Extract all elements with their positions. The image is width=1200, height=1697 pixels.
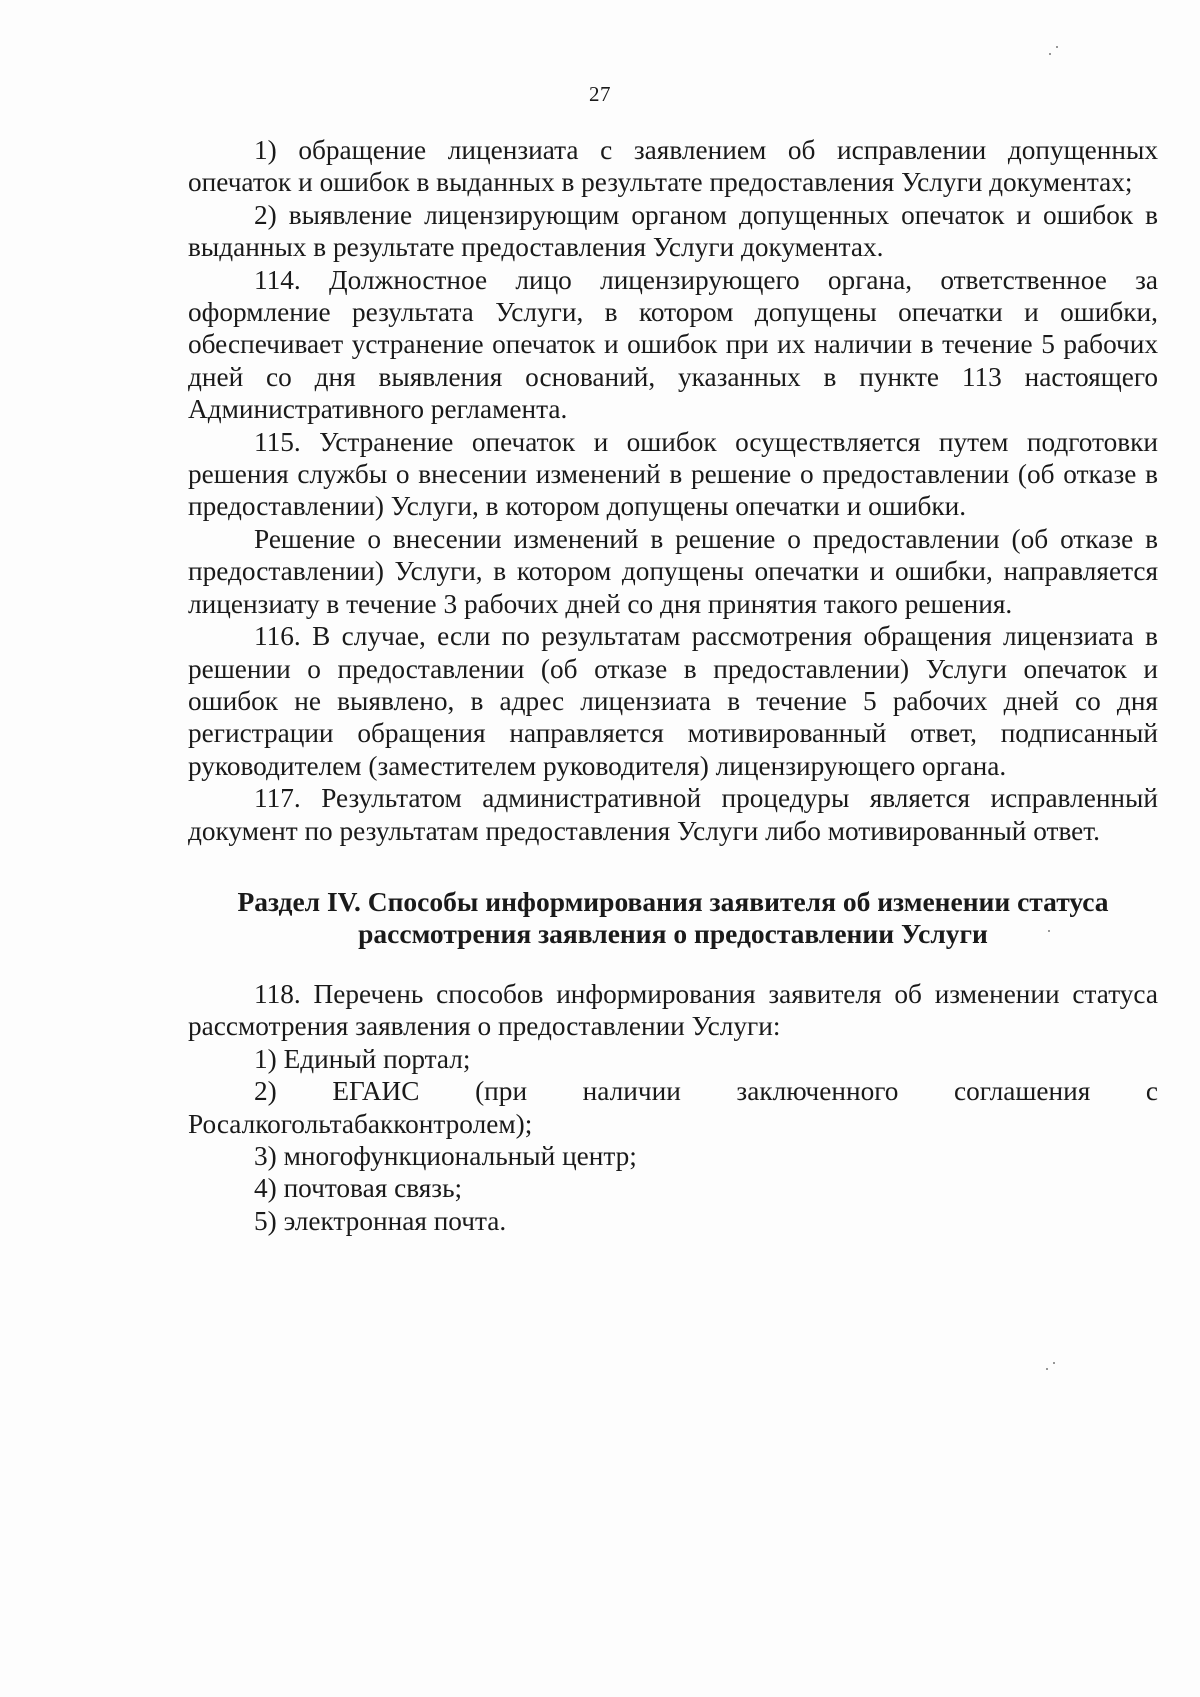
list-item: 5) электронная почта. (254, 1205, 507, 1236)
paragraph-115: 115. Устранение опечаток и ошибок осуществляется путем подготовки решения службы о внесении изменений в решение о предоставлении (об отказе в предоставлении) Услуги, в котором допущены опечатки и ошибки. (188, 426, 1158, 522)
paragraph: 2) выявление лицензирующим органом допущенных опечаток и ошибок в выданных в результате предоставления Услуги документах. (188, 199, 1158, 263)
list-word: соглашения (954, 1076, 1091, 1107)
paragraph-118: 118. Перечень способов информирования заявителя об изменении статуса рассмотрения заявления о предоставлении Услуги: (188, 979, 1158, 1042)
paragraph-117: 117. Результатом административной процедуры является исправленный документ по результатам предоставления Услуги либо мотивированный ответ. (188, 783, 1158, 846)
section-heading (188, 886, 1158, 951)
section-heading-line: рассмотрения заявления о предоставлении Услуги (358, 918, 988, 950)
section-heading-line: Раздел IV. Способы информирования заявителя об изменении статуса (237, 886, 1109, 917)
body-text (188, 134, 1158, 847)
scan-speck (1048, 930, 1050, 932)
list-item-continuation: Росалкогольтабакконтролем); (188, 1108, 533, 1139)
page-number: 27 (589, 82, 611, 106)
list-word: с (1145, 1076, 1158, 1107)
list-item: 4) почтовая связь; (254, 1173, 463, 1204)
list-word: (при (475, 1076, 528, 1107)
info-methods-block (188, 978, 1158, 1237)
scan-speck (1053, 1362, 1055, 1364)
paragraph-116: 116. В случае, если по результатам рассмотрения обращения лицензиата в решении о предоставлении (об отказе в предоставлении) Услуги опечаток и ошибок не выявлено, в адрес лицензиата в течение 5 рабочих дней со дня регистрации обращения направляется мотивированный ответ, подписанный руководителем (заместителем руководителя) лицензирующего органа. (188, 621, 1158, 781)
paragraph-114: 114. Должностное лицо лицензирующего органа, ответственное за оформление результата Услуги, в котором допущены опечатки и ошибки, обеспечивает устранение опечаток и ошибок при их наличии в течение 5 рабочих дней со дня выявления оснований, указанных в пункте 113 настоящего Административного регламента. (188, 264, 1158, 425)
paragraph: Решение о внесении изменений в решение о предоставлении (об отказе в предоставлении) Услуги, в котором допущены опечатки и ошибки, направляется лицензиату в течение 3 рабочих дней со дня принятия такого решения. (188, 523, 1158, 619)
scan-speck (1049, 53, 1051, 55)
list-word: ЕГАИС (332, 1076, 420, 1107)
scan-speck (1056, 46, 1058, 48)
list-item: 1) Единый портал; (254, 1043, 471, 1074)
list-item-spread (188, 1075, 1158, 1107)
list-word: заключенного (736, 1076, 899, 1107)
list-word: 2) (254, 1076, 277, 1107)
list-word: наличии (582, 1076, 681, 1107)
scan-speck (1046, 1368, 1048, 1370)
paragraph: 1) обращение лицензиата с заявлением об исправлении допущенных опечаток и ошибок в выданных в результате предоставления Услуги документах; (188, 135, 1158, 198)
list-item: 3) многофункциональный центр; (254, 1141, 637, 1172)
